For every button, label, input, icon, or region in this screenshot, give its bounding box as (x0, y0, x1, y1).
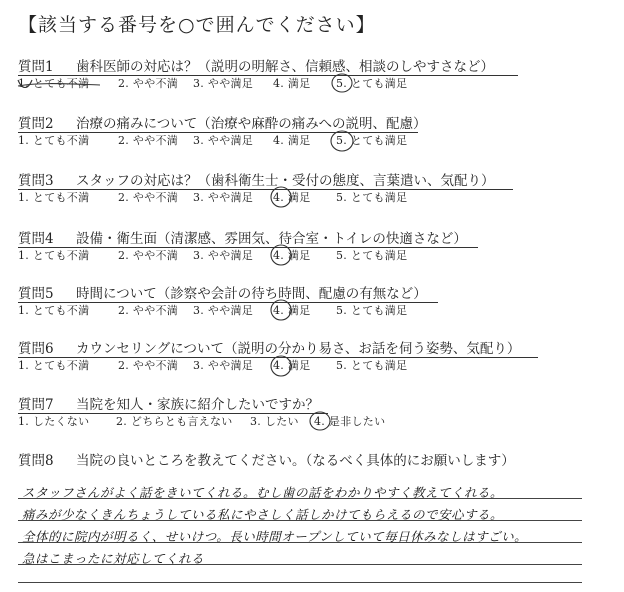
question-number: 質問1 (18, 59, 54, 75)
question-8 (18, 452, 618, 470)
option-4[interactable]: 4. 是非したい (314, 415, 386, 428)
question-number: 質問3 (18, 173, 54, 189)
option-4[interactable]: 4. 満足 (273, 191, 311, 204)
option-3[interactable]: 3. やや満足 (193, 134, 254, 147)
question-number: 質問5 (18, 286, 54, 302)
question-3 (18, 172, 618, 205)
option-5[interactable]: 5. とても満足 (336, 77, 408, 90)
option-1[interactable]: 1. とても不満 (18, 191, 90, 204)
question-text: カウンセリングについて（説明の分かり易さ、お話を伺う姿勢、気配り） (76, 341, 521, 357)
option-4[interactable]: 4. 満足 (273, 304, 311, 317)
options-row (18, 76, 618, 91)
question-number: 質問2 (18, 116, 54, 132)
option-1[interactable]: 1. とても不満 (18, 249, 90, 262)
option-4[interactable]: 4. 満足 (273, 359, 311, 372)
option-5[interactable]: 5. とても満足 (336, 359, 408, 372)
option-1[interactable]: 1. とても不満 (18, 134, 90, 147)
option-5[interactable]: 5. とても満足 (336, 191, 408, 204)
instruction-header: 【該当する番号を○で囲んでください】 (18, 14, 376, 36)
option-1[interactable]: 1. とても不満 (18, 359, 90, 372)
question-text: 歯科医師の対応は？（説明の明解さ、信頼感、相談のしやすさなど） (76, 59, 494, 75)
option-2[interactable]: 2. やや不満 (118, 191, 179, 204)
options-row (18, 248, 618, 263)
option-3[interactable]: 3. やや満足 (193, 304, 254, 317)
question-7 (18, 396, 618, 429)
question-text: 当院を知人・家族に紹介したいですか？ (76, 397, 319, 413)
question-number: 質問4 (18, 231, 54, 247)
option-2[interactable]: 2. やや不満 (118, 77, 179, 90)
option-2[interactable]: 2. やや不満 (118, 304, 179, 317)
handwritten-line-3: 全体的に院内が明るく、せいけつ。長い時間オープンしていて毎日休みなしはすごい。 (22, 529, 528, 544)
question-number: 質問6 (18, 341, 54, 357)
option-2[interactable]: 2. やや不満 (118, 359, 179, 372)
handwritten-line-2: 痛みが少なくきんちょうしている私にやさしく話しかけてもらえるので安心する。 (22, 507, 504, 522)
question-number: 質問8 (18, 453, 54, 469)
option-3[interactable]: 3. したい (250, 415, 299, 428)
option-4[interactable]: 4. 満足 (273, 77, 311, 90)
option-2[interactable]: 2. どちらとも言えない (116, 415, 233, 428)
question-text: 当院の良いところを教えてください。（なるべく具体的にお願いします） (76, 453, 515, 469)
options-row (18, 190, 618, 205)
option-5[interactable]: 5. とても満足 (336, 134, 408, 147)
option-5[interactable]: 5. とても満足 (336, 304, 408, 317)
question-4 (18, 230, 618, 263)
handwritten-line-4: 急はこまったに対応してくれる (22, 551, 205, 566)
handwritten-line-1: スタッフさんがよく話をきいてくれる。むし歯の話をわかりやすく教えてくれる。 (22, 485, 504, 500)
question-6 (18, 340, 618, 373)
option-1[interactable]: 1. したくない (18, 415, 90, 428)
options-row (18, 303, 618, 318)
question-number: 質問7 (18, 397, 54, 413)
question-1 (18, 58, 618, 91)
option-5[interactable]: 5. とても満足 (336, 249, 408, 262)
question-text: 設備・衛生面（清潔感、雰囲気、待合室・トイレの快適さなど） (76, 231, 467, 247)
option-3[interactable]: 3. やや満足 (193, 359, 254, 372)
option-1[interactable]: 1. とても不満 (18, 304, 90, 317)
question-text: 時間について（診察や会計の待ち時間、配慮の有無など） (76, 286, 427, 302)
options-row (18, 133, 618, 148)
option-3[interactable]: 3. やや満足 (193, 191, 254, 204)
question-text: 治療の痛みについて（治療や麻酔の痛みへの説明、配慮） (76, 116, 427, 132)
option-4[interactable]: 4. 満足 (273, 134, 311, 147)
options-row (18, 358, 618, 373)
option-1[interactable]: 1. とても不満 (18, 77, 90, 90)
question-2 (18, 115, 618, 148)
option-2[interactable]: 2. やや不満 (118, 134, 179, 147)
option-3[interactable]: 3. やや満足 (193, 249, 254, 262)
question-text: スタッフの対応は？（歯科衛生士・受付の態度、言葉遣い、気配り） (76, 173, 495, 189)
option-2[interactable]: 2. やや不満 (118, 249, 179, 262)
option-4[interactable]: 4. 満足 (273, 249, 311, 262)
question-5 (18, 285, 618, 318)
answer-line (18, 582, 582, 583)
option-3[interactable]: 3. やや満足 (193, 77, 254, 90)
options-row (18, 414, 618, 429)
